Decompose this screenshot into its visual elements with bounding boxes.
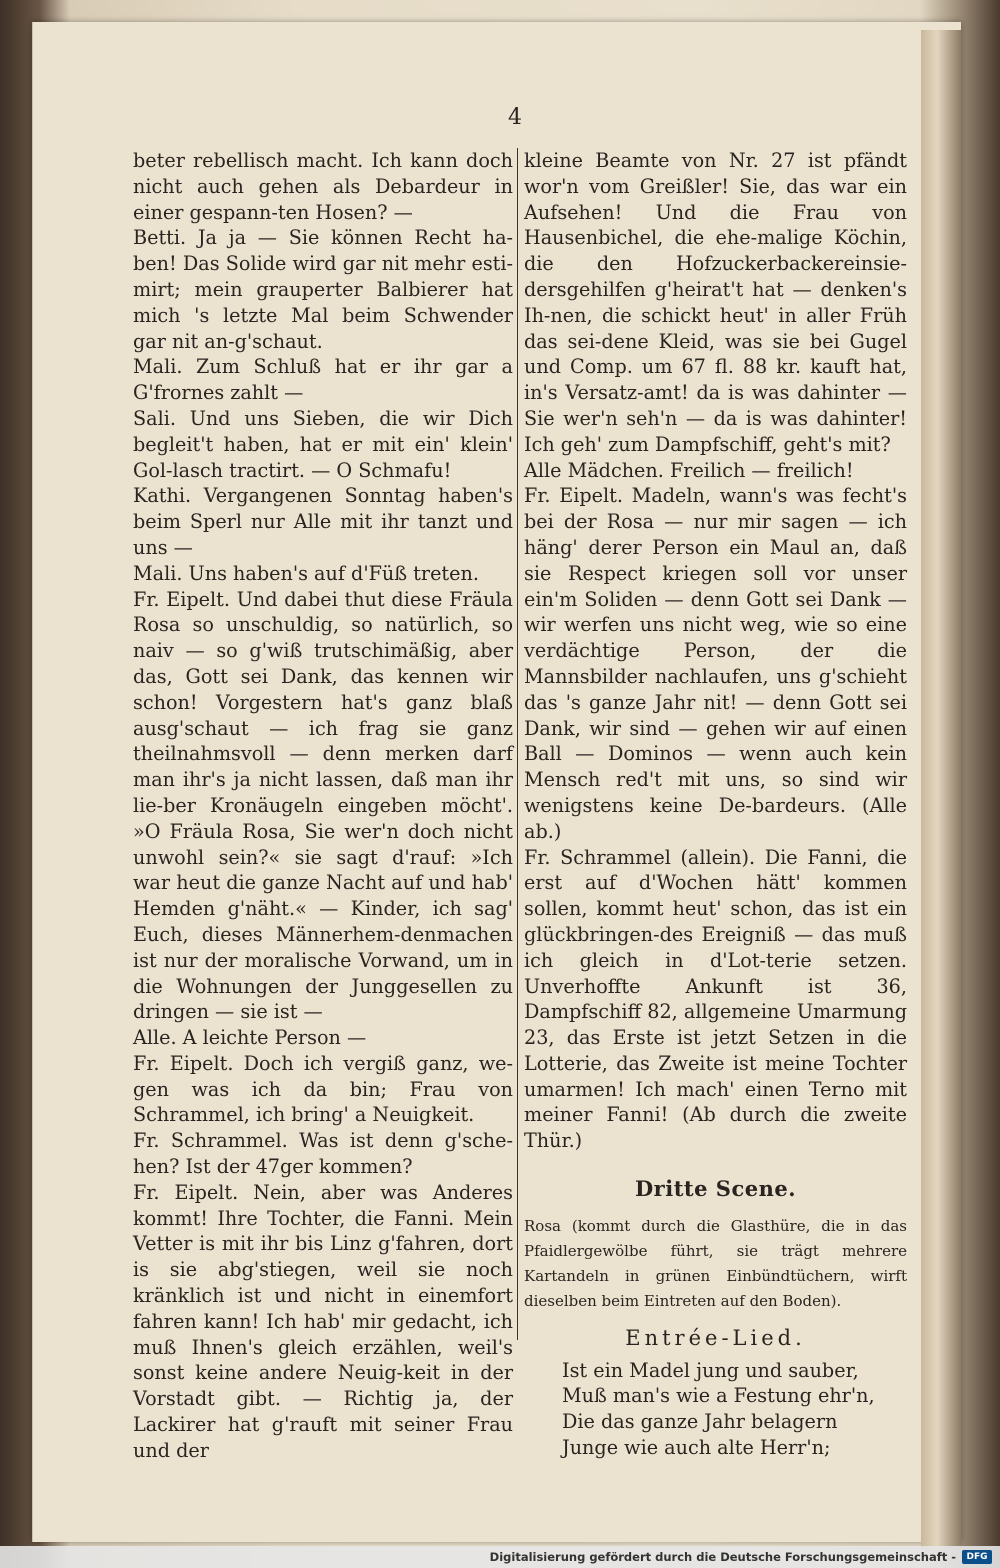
verse: Ist ein Madel jung und sauber, Muß man's wie a Festung ehr'n, Die das ganze Jahr belagern Junge wie auch alte Herr'n; <box>562 1358 875 1460</box>
column-divider <box>517 148 518 1340</box>
dfg-logo-icon: DFG <box>962 1550 992 1564</box>
paragraph: Alle Mädchen. Freilich — freilich! <box>524 458 854 482</box>
paragraph: Fr. Eipelt. Doch ich vergiß ganz, we-gen was ich da bin; Frau von Schrammel, ich bring' a Neuigkeit. <box>133 1051 513 1127</box>
right-column <box>524 148 907 1461</box>
paragraph: Betti. Ja ja — Sie können Recht ha-ben! Das Solide wird gar nit mehr esti-mirt; mein grauperter Balbierer hat mich 's letzte Mal beim Schwender gar nit an-g'schaut. <box>133 226 513 353</box>
paragraph: Alle. A leichte Person — <box>133 1026 367 1050</box>
paragraph: Fr. Schrammel. Was ist denn g'sche-hen? Ist der 47ger kommen? <box>133 1129 513 1179</box>
scene-title: Dritte Scene. <box>634 1176 797 1202</box>
footer-bar <box>0 1546 1000 1568</box>
paragraph: kleine Beamte von Nr. 27 ist pfändt wor'n vom Greißler! Sie, das war ein Aufsehen! Und die Frau von Hausenbichel, die ehe-malige Köchin, die den Hofzuckerbackereinsie-dersgehilfen g'heirat't hat — denken's Ih-nen, die schickt heut' in aller Früh das sei-dene Kleid, was sie bei Gugel und Comp. um 67 fl. 88 kr. kauft hat, in's Versatz-amt! da is was dahinter — Sie wer'n seh'n — da is was dahinter! Ich geh' zum Dampfschiff, geht's mit? <box>524 149 907 456</box>
page-edge <box>921 30 961 1550</box>
paragraph: Fr. Eipelt. Nein, aber was Anderes kommt! Ihre Tochter, die Fanni. Mein Vetter is mit ihr bis Linz g'fahren, dort is sie abg'stiegen, weil sie noch kränklich ist und nicht in einemfort fahren kann! Ich hab' mir gedacht, ich muß Ihnen's gleich erzählen, weil's sonst keine andere Neuig-keit in der Vorstadt gibt. — Richtig ja, der Lackirer hat g'rauft mit seiner Frau und der <box>133 1180 513 1462</box>
song-title: Entrée-Lied. <box>625 1325 806 1350</box>
paragraph: Mali. Zum Schluß hat er ihr gar a G'frornes zahlt — <box>133 355 513 405</box>
stage-direction: Rosa (kommt durch die Glasthüre, die in das Pfaidlergewölbe führt, sie trägt mehrere Kartandeln in grünen Einbündtüchern, wirft dieselben beim Eintreten auf den Boden). <box>524 1216 907 1310</box>
paragraph: Sali. Und uns Sieben, die wir Dich begleit't haben, hat er mit ein' klein' Gol-lasch tractirt. — O Schmafu! <box>133 406 513 482</box>
left-column <box>133 148 513 1464</box>
paragraph: Kathi. Vergangenen Sonntag haben's beim Sperl nur Alle mit ihr tanzt und uns — <box>133 484 513 559</box>
paragraph: Fr. Schrammel (allein). Die Fanni, die erst auf d'Wochen hätt' kommen sollen, kommt heut' schon, das ist ein glückbringen-des Ereigniß — das muß ich gleich in d'Lot-terie setzen. Unverhoffte Ankunft ist 36, Dampfschiff 82, allgemeine Umarmung 23, das Erste ist jetzt Setzen in die Lotterie, das Zweite ist meine Tochter umarmen! Ich mach' einen Terno mit meiner Fanni! (Ab durch die zweite Thür.) <box>524 845 907 1153</box>
page-number: 4 <box>508 105 522 130</box>
paragraph: Mali. Uns haben's auf d'Füß treten. <box>133 561 479 585</box>
footer-text: Digitalisierung gefördert durch die Deutsche Forschungsgemeinschaft - <box>489 1550 956 1564</box>
paragraph: Fr. Eipelt. Und dabei thut diese Fräula Rosa so unschuldig, so natürlich, so naiv — so g'wiß trutschimäßig, aber das, Gott sei Dank, das kennen wir schon! Vorgestern hat's ganz blaß ausg'schaut — ich frag sie ganz theilnahmsvoll — denn merken darf man ihr's ja nicht lassen, daß man ihr lie-ber Kronäugeln eingeben möcht'. »O Fräula Rosa, Sie wer'n doch nicht unwohl sein?« sie sagt d'rauf: »Ich war heut die ganze Nacht auf und hab' Hemden g'näht.« — Kinder, ich sag' Euch, dieses Männerhem-denmachen ist nur der moralische Vorwand, um in die Wohnungen der Junggesellen zu dringen — sie ist — <box>133 587 513 1024</box>
paragraph: Fr. Eipelt. Madeln, wann's was fecht's bei der Rosa — nur mir sagen — ich häng' derer Person ein Maul an, daß sie Respect kriegen soll vor unser ein'm Soliden — denn Gott sei Dank — wir werfen uns nicht weg, wie so eine verdächtige Person, der die Mannsbilder nachlaufen, uns g'schieht das 's ganze Jahr nit! — denn Gott sei Dank, wir sind — gehen wir auf einen Ball — Dominos — wenn auch kein Mensch red't mit uns, so sind wir wenigstens keine De-bardeurs. (Alle ab.) <box>524 484 907 843</box>
paragraph: beter rebellisch macht. Ich kann doch nicht auch gehen als Debardeur in einer gespann-ten Hosen? — <box>133 149 513 224</box>
